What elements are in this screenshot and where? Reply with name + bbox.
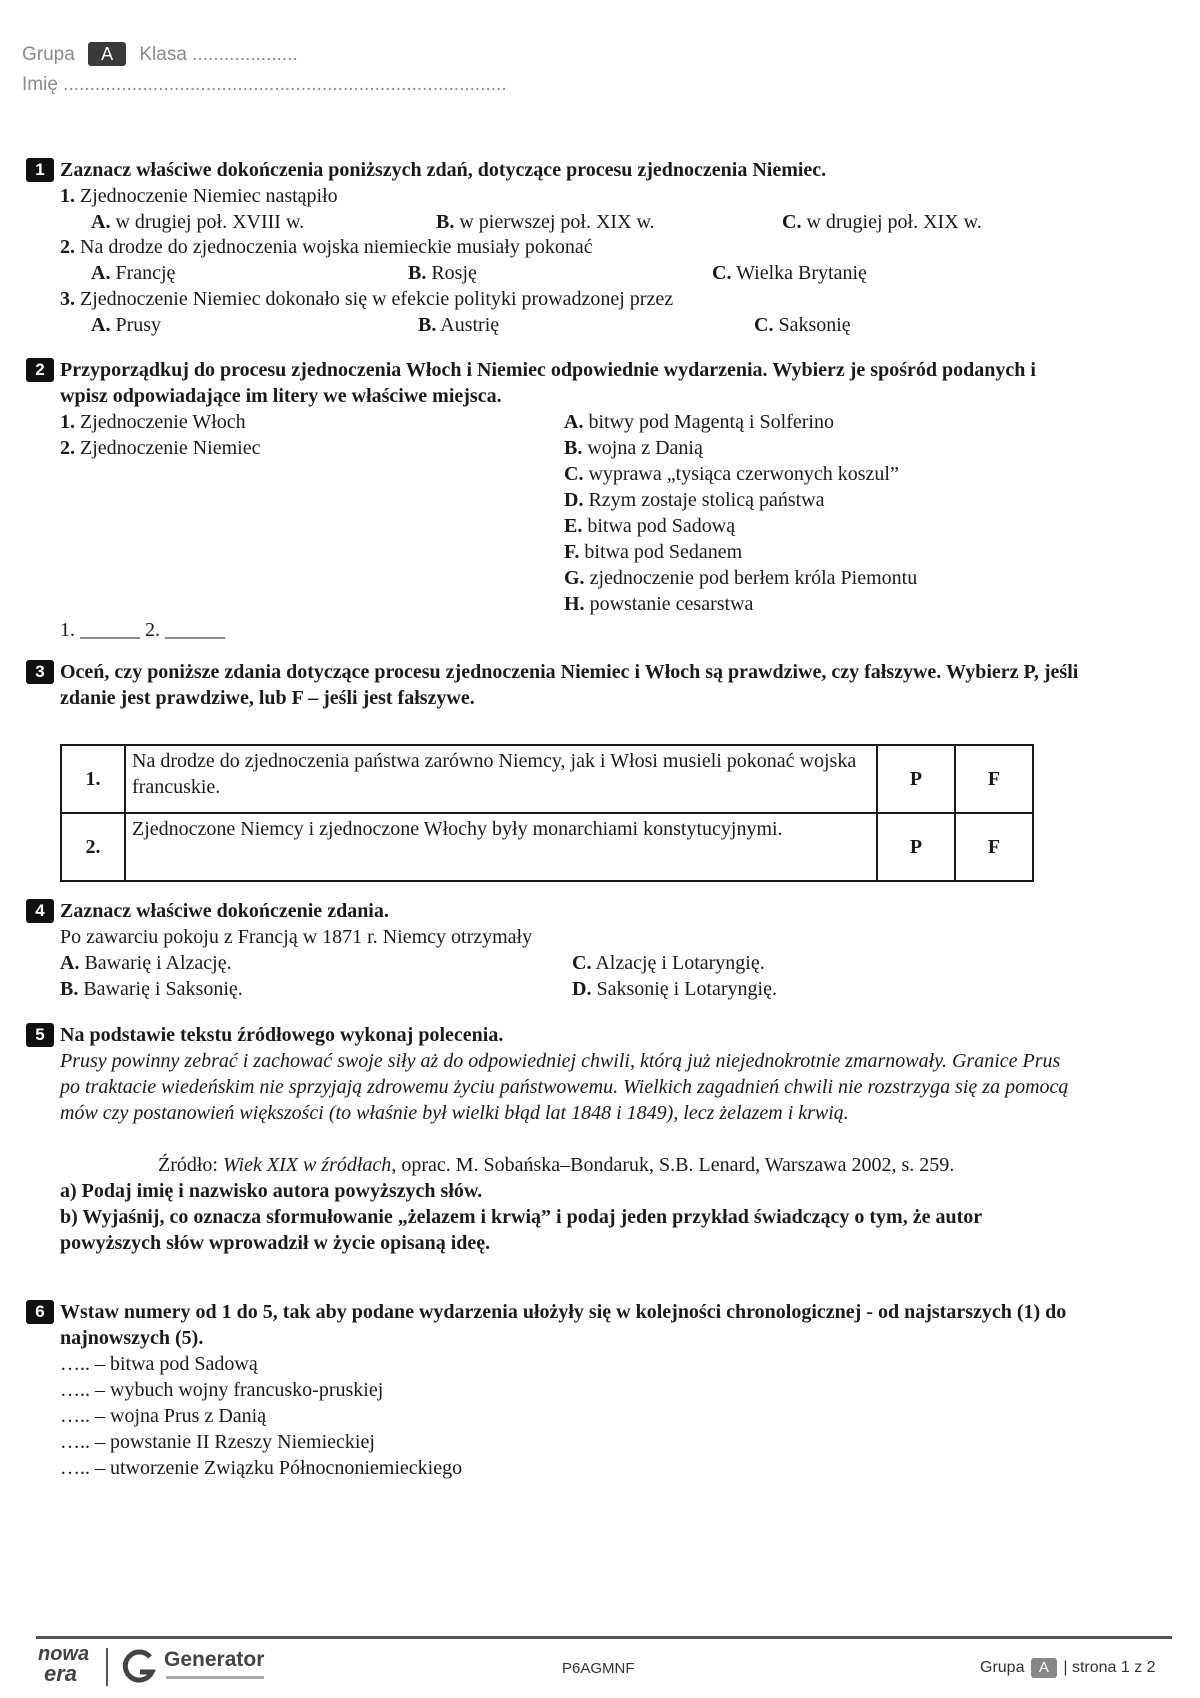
row-number: 1. [61, 745, 125, 813]
question-number: 6 [26, 1300, 54, 1324]
logo-separator [106, 1648, 108, 1686]
true-false-table [60, 744, 1034, 882]
chronology-item[interactable]: ….. – bitwa pod Sadową [60, 1353, 258, 1375]
question-title: Przyporządkuj do procesu zjednoczenia Włoch i Niemiec odpowiednie wydarzenia. Wybierz je spośród podanych i wpisz odpowiadające im litery we właściwe miejsca. [60, 359, 1036, 407]
q2-right-item: H. powstanie cesarstwa [564, 593, 754, 615]
q1-item-2: 2. Na drodze do zjednoczenia wojska niemieckie musiały pokonać [60, 236, 593, 258]
name-field[interactable]: Imię .................................................................................... [22, 74, 507, 95]
generator-tagline-decoration [166, 1676, 264, 1679]
row-number: 2. [61, 813, 125, 881]
chronology-item[interactable]: ….. – wybuch wojny francusko-pruskiej [60, 1379, 384, 1401]
q1-item-1-option-b[interactable]: B. w pierwszej poł. XIX w. [436, 211, 655, 233]
footer-divider [36, 1636, 1172, 1639]
q2-right-item: D. Rzym zostaje stolicą państwa [564, 489, 825, 511]
q1-item-2-option-c[interactable]: C. Wielka Brytanię [712, 262, 867, 284]
q2-right-item: B. wojna z Danią [564, 437, 703, 459]
q4-stem: Po zawarciu pokoju z Francją w 1871 r. Niemcy otrzymały [60, 926, 533, 948]
q2-right-item: C. wyprawa „tysiąca czerwonych koszul” [564, 463, 899, 485]
q4-option-b[interactable]: B. Bawarię i Saksonię. [60, 978, 243, 1000]
q1-item-2-option-a[interactable]: A. Francję [91, 262, 176, 284]
chronology-item[interactable]: ….. – utworzenie Związku Północnoniemieckiego [60, 1457, 463, 1479]
q2-right-item: E. bitwa pod Sadową [564, 515, 736, 537]
q2-left-item: 2. Zjednoczenie Niemiec [60, 437, 261, 459]
true-option[interactable]: P [877, 745, 955, 813]
q1-item-3-option-b[interactable]: B. Austrię [418, 314, 500, 336]
q1-item-3-option-c[interactable]: C. Saksonię [754, 314, 851, 336]
true-option[interactable]: P [877, 813, 955, 881]
document-code: P6AGMNF [562, 1660, 635, 1677]
q2-answer-line[interactable]: 1. ______ 2. ______ [60, 619, 225, 641]
table-row [61, 745, 1033, 813]
chronology-item[interactable]: ….. – powstanie II Rzeszy Niemieckiej [60, 1431, 375, 1453]
q1-item-3: 3. Zjednoczenie Niemiec dokonało się w efekcie polityki prowadzonej przez [60, 288, 674, 310]
question-number: 4 [26, 899, 54, 923]
question-number: 2 [26, 358, 54, 382]
header-group-line [22, 42, 298, 66]
source-text: Prusy powinny zebrać i zachować swoje siły aż do odpowiedniej chwili, którą już niejednokrotnie zmarnowały. Granice Prus po traktacie wiedeńskim nie sprzyjają zdrowemu życiu państwowemu. Wielkich zagadnień chwili nie rozstrzyga się za pomocą mów czy postanowień większości (to właśnie był wielki błąd lat 1848 i 1849), lecz żelazem i krwią. [60, 1050, 1069, 1124]
class-field[interactable]: Klasa .................... [139, 44, 298, 65]
task-a: a) Podaj imię i nazwisko autora powyższych słów. [60, 1180, 483, 1202]
question-title: Wstaw numery od 1 do 5, tak aby podane wydarzenia ułożyły się w kolejności chronologicznej - od najstarszych (1) do najnowszych (5). [60, 1301, 1067, 1349]
page-number: | strona 1 z 2 [1063, 1659, 1156, 1676]
q1-item-1-option-a[interactable]: A. w drugiej poł. XVIII w. [91, 211, 305, 233]
logo-nowa: nowa [38, 1643, 90, 1665]
row-statement: Zjednoczone Niemcy i zjednoczone Włochy były monarchiami konstytucyjnymi. [125, 813, 877, 881]
q2-right-item: A. bitwy pod Magentą i Solferino [564, 411, 834, 433]
nowa-era-logo [38, 1644, 96, 1688]
generator-logo-text: Generator [164, 1648, 265, 1671]
chronology-item[interactable]: ….. – wojna Prus z Danią [60, 1405, 267, 1427]
q1-item-1-option-c[interactable]: C. w drugiej poł. XIX w. [782, 211, 982, 233]
group-badge: A [88, 42, 126, 66]
table-row [61, 813, 1033, 881]
question-number: 1 [26, 158, 54, 182]
footer-group-label: Grupa [980, 1659, 1025, 1676]
false-option[interactable]: F [955, 813, 1033, 881]
q2-right-item: G. zjednoczenie pod berłem króla Piemontu [564, 567, 918, 589]
question-title: Zaznacz właściwe dokończenia poniższych zdań, dotyczące procesu zjednoczenia Niemiec. [60, 159, 827, 181]
question-number: 3 [26, 660, 54, 684]
question-title: Zaznacz właściwe dokończenie zdania. [60, 900, 389, 922]
footer-page-info [980, 1658, 1156, 1678]
row-statement: Na drodze do zjednoczenia państwa zarówno Niemcy, jak i Włosi musieli pokonać wojska francuskie. [125, 745, 877, 813]
logo-era: era [44, 1661, 78, 1686]
q4-option-a[interactable]: A. Bawarię i Alzację. [60, 952, 232, 974]
q4-option-c[interactable]: C. Alzację i Lotaryngię. [572, 952, 765, 974]
question-title: Na podstawie tekstu źródłowego wykonaj polecenia. [60, 1024, 504, 1046]
q2-left-item: 1. Zjednoczenie Włoch [60, 411, 246, 433]
false-option[interactable]: F [955, 745, 1033, 813]
q1-item-2-option-b[interactable]: B. Rosję [408, 262, 477, 284]
group-label: Grupa [22, 44, 75, 65]
q1-item-3-option-a[interactable]: A. Prusy [91, 314, 162, 336]
question-number: 5 [26, 1023, 54, 1047]
task-b: b) Wyjaśnij, co oznacza sformułowanie „żelazem i krwią” i podaj jeden przykład świadczący o tym, że autor powyższych słów wprowadził w życie opisaną ideę. [60, 1206, 982, 1254]
source-citation: Źródło: Wiek XIX w źródłach, oprac. M. Sobańska–Bondaruk, S.B. Lenard, Warszawa 2002, s. 259. [158, 1154, 955, 1176]
footer-group-badge: A [1031, 1658, 1057, 1678]
generator-logo-icon [120, 1648, 158, 1686]
q4-option-d[interactable]: D. Saksonię i Lotaryngię. [572, 978, 777, 1000]
question-title: Oceń, czy poniższe zdania dotyczące procesu zjednoczenia Niemiec i Włoch są prawdziwe, czy fałszywe. Wybierz P, jeśli zdanie jest prawdziwe, lub F – jeśli jest fałszywe. [60, 661, 1079, 709]
q1-item-1: 1. Zjednoczenie Niemiec nastąpiło [60, 185, 338, 207]
q2-right-item: F. bitwa pod Sedanem [564, 541, 743, 563]
